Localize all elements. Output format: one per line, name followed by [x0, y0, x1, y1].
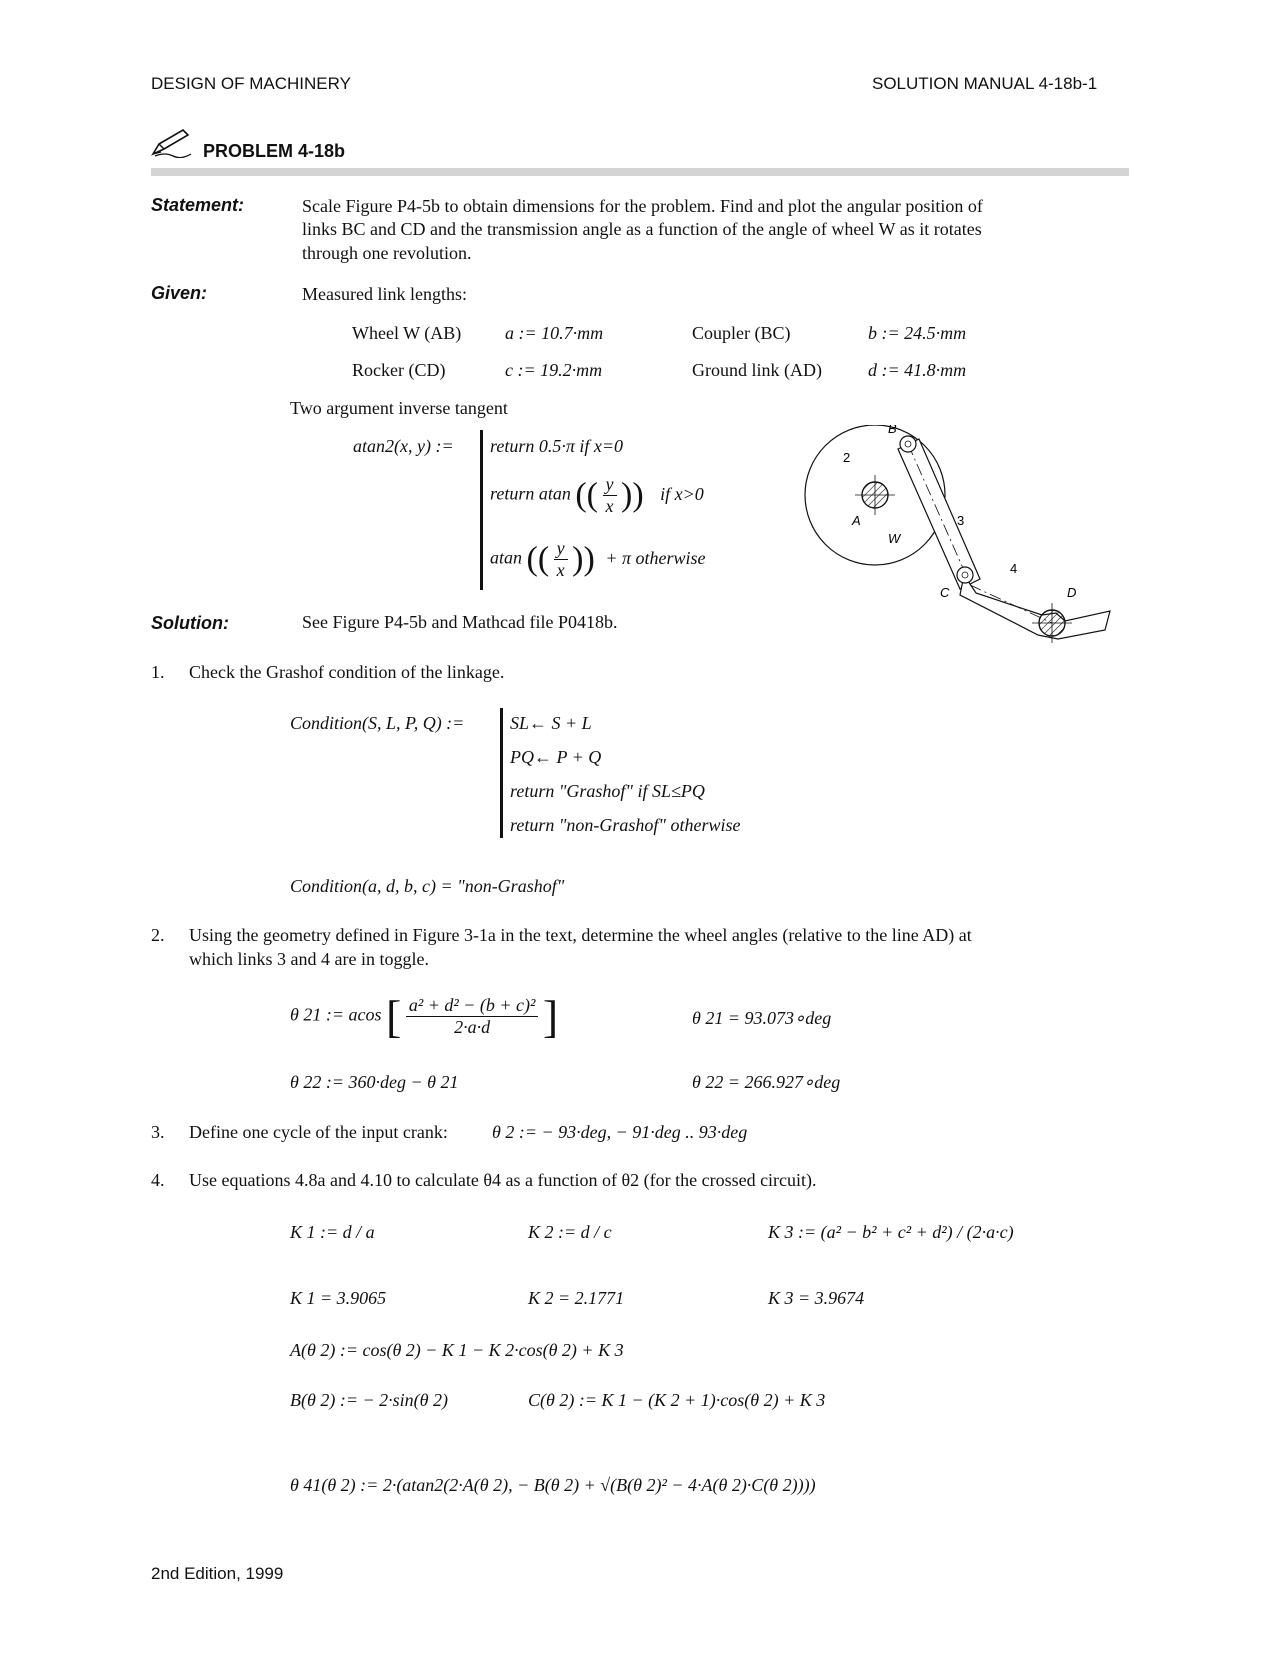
atan-line-2-frac: [603, 474, 617, 517]
theta41-def: θ 41(θ 2) := 2·(atan2(2·A(θ 2), − B(θ 2) + √(B(θ 2)² − 4·A(θ 2)·C(θ 2)))): [290, 1475, 816, 1495]
theta22-value: θ 22 = 266.927∘deg: [692, 1072, 841, 1092]
k2-def: K 2 := d / c: [528, 1222, 612, 1242]
step-1-number: 1.: [151, 662, 165, 682]
fig-label-b: B: [888, 425, 897, 436]
fig-label-4: 4: [1010, 561, 1018, 576]
link-name-cd: Rocker (CD): [352, 360, 446, 380]
link-name-ad: Ground link (AD): [692, 360, 822, 380]
fig-label-c: C: [940, 585, 950, 600]
step-1-text: Check the Grashof condition of the linkage.: [189, 662, 505, 682]
statement-line-1: Scale Figure P4-5b to obtain dimensions for the problem. Find and plot the angular position of: [302, 196, 983, 216]
b-function-def: B(θ 2) := − 2·sin(θ 2): [290, 1390, 448, 1410]
condition-line-4: return "non-Grashof" otherwise: [510, 815, 741, 835]
pencil-icon: [151, 126, 195, 163]
a-function-def: A(θ 2) := cos(θ 2) − K 1 − K 2·cos(θ 2) + K 3: [290, 1340, 624, 1360]
atan-line-2-func: return atan: [490, 483, 571, 504]
header-left: DESIGN OF MACHINERY: [151, 74, 351, 93]
atan-line-1: return 0.5·π if x=0: [490, 436, 623, 456]
atan-def: atan2(x, y) :=: [353, 436, 454, 456]
header-right: SOLUTION MANUAL 4-18b-1: [872, 74, 1098, 93]
atan-program-bar: [480, 430, 483, 590]
atan-line-3-frac: [554, 538, 568, 581]
k3-def: K 3 := (a² − b² + c² + d²) / (2·a·c): [768, 1222, 1014, 1242]
condition-line-1: SL← S + L: [510, 713, 592, 733]
link-def-b: b := 24.5·mm: [868, 323, 967, 343]
atan-intro: Two argument inverse tangent: [290, 398, 508, 418]
statement-line-2: links BC and CD and the transmission angle as a function of the angle of wheel W as it rotates: [302, 219, 982, 239]
solution-text: See Figure P4-5b and Mathcad file P0418b.: [302, 612, 618, 632]
rocker-link: [960, 575, 1110, 639]
step-3-number: 3.: [151, 1122, 165, 1142]
statement-label: Statement:: [151, 195, 245, 215]
atan-line-3: atan (( $\frac{y}{x}$ )) + π otherwise: [490, 538, 706, 580]
k1-value: K 1 = 3.9065: [290, 1288, 387, 1308]
link-def-c: c := 19.2·mm: [505, 360, 603, 380]
frac-den-2: x: [556, 560, 565, 580]
step-2-line-2: which links 3 and 4 are in toggle.: [189, 949, 429, 969]
pin-b: [900, 436, 916, 452]
step-4-text: Use equations 4.8a and 4.10 to calculate θ4 as a function of θ2 (for the crossed circuit).: [189, 1170, 817, 1190]
k2-value: K 2 = 2.1771: [528, 1288, 625, 1308]
theta21-num: a² + d² − (b + c)²: [406, 995, 539, 1017]
link-def-a: a := 10.7·mm: [505, 323, 604, 343]
fig-label-d: D: [1067, 585, 1077, 600]
step-3-math: θ 2 := − 93·deg, − 91·deg .. 93·deg: [492, 1122, 748, 1142]
k1-def: K 1 := d / a: [290, 1222, 375, 1242]
fig-label-3: 3: [957, 513, 965, 528]
theta21-lhs: θ 21 := acos: [290, 1004, 382, 1025]
given-intro: Measured link lengths:: [302, 284, 467, 304]
fig-label-w: W: [888, 531, 901, 546]
given-label: Given:: [151, 283, 208, 303]
fig-label-2: 2: [843, 450, 851, 465]
atan-line-3-cond: + π otherwise: [605, 547, 706, 568]
link-name-bc: Coupler (BC): [692, 323, 791, 343]
condition-line-3: return "Grashof" if SL≤PQ: [510, 781, 705, 801]
linkage-figure: [800, 425, 1120, 670]
condition-line-2: PQ← P + Q: [510, 747, 602, 767]
statement-line-3: through one revolution.: [302, 243, 472, 263]
theta22-def: θ 22 := 360·deg − θ 21: [290, 1072, 459, 1092]
k3-value: K 3 = 3.9674: [768, 1288, 865, 1308]
title-divider: [151, 168, 1129, 176]
link-name-ab: Wheel W (AB): [352, 323, 462, 343]
link-def-d: d := 41.8·mm: [868, 360, 967, 380]
frac-num-2: y: [554, 538, 568, 560]
condition-program-bar: [500, 708, 503, 838]
frac-num: y: [603, 474, 617, 496]
theta21-value: θ 21 = 93.073∘deg: [692, 1008, 832, 1028]
fig-label-a: A: [852, 513, 861, 528]
atan-line-2: return atan (( $\frac{y}{x}$ )) if x>0: [490, 474, 704, 516]
step-2-number: 2.: [151, 925, 165, 945]
step-3-text: Define one cycle of the input crank:: [189, 1122, 448, 1142]
pin-c: [957, 567, 973, 583]
step-4-number: 4.: [151, 1170, 165, 1190]
condition-eval: Condition(a, d, b, c) = "non-Grashof": [290, 876, 565, 896]
atan-line-3-func: atan: [490, 547, 523, 568]
theta21-den: 2·a·d: [454, 1017, 491, 1037]
problem-title: PROBLEM 4-18b: [203, 141, 346, 161]
theta21-frac: [406, 995, 539, 1038]
solution-label: Solution:: [151, 613, 229, 633]
step-2-line-1: Using the geometry defined in Figure 3-1a in the text, determine the wheel angles (relative to the line AD) at: [189, 925, 972, 945]
frac-den: x: [605, 496, 614, 516]
atan-line-2-cond: if x>0: [660, 483, 704, 504]
theta21-def: θ 21 := acos [ $\frac{\text{a² + d² − (b + c)²}}{2\cdot a\cdot d}$ ]: [290, 991, 559, 1042]
c-function-def: C(θ 2) := K 1 − (K 2 + 1)·cos(θ 2) + K 3: [528, 1390, 826, 1410]
footer-edition: 2nd Edition, 1999: [151, 1564, 284, 1583]
condition-def: Condition(S, L, P, Q) :=: [290, 713, 465, 733]
